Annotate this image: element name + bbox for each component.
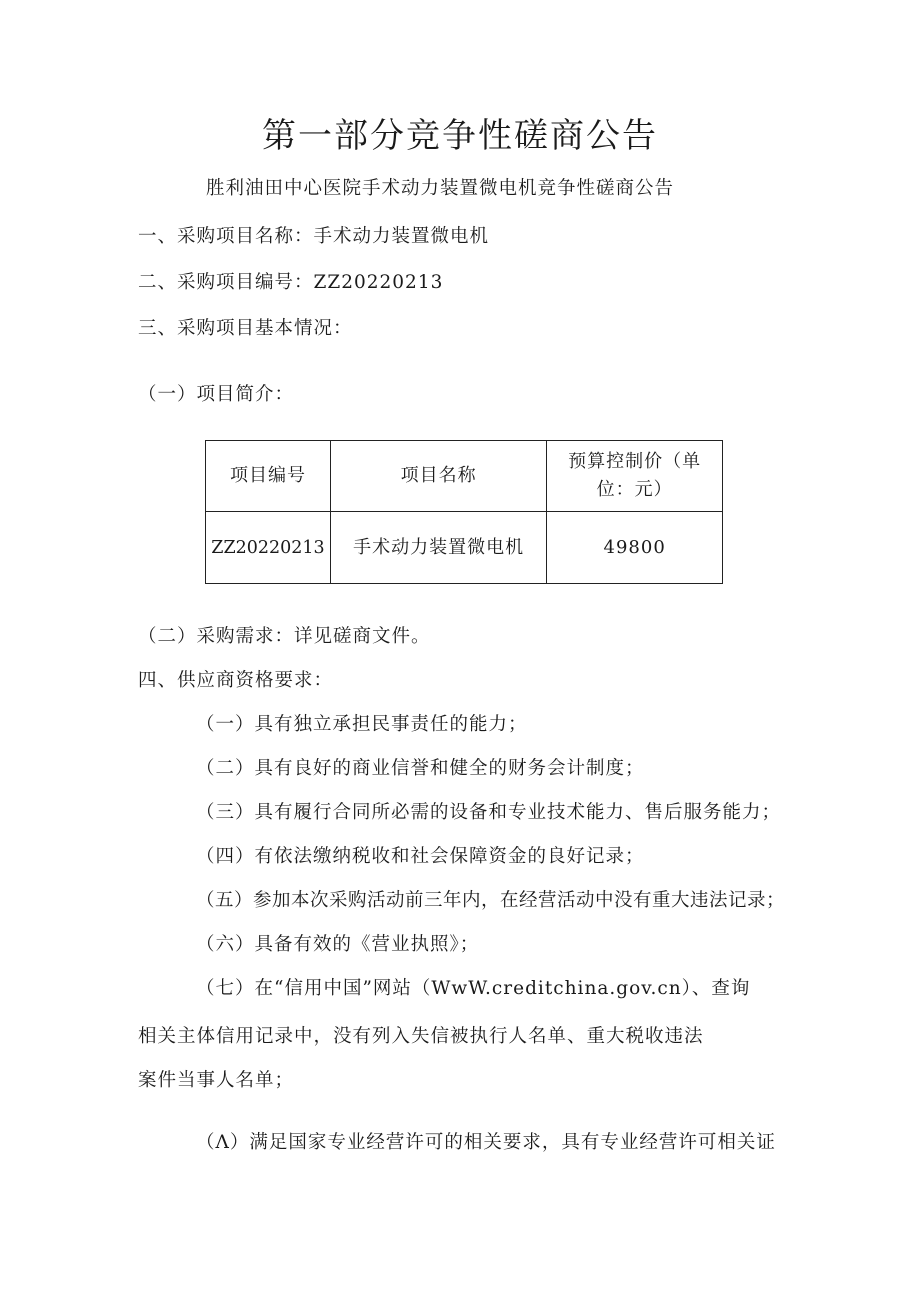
subsection-procurement-needs: （二）采购需求：详见磋商文件。 <box>138 626 431 647</box>
requirement-4: （四）有依法缴纳税收和社会保障资金的良好记录； <box>196 846 645 867</box>
header-project-number: 项目编号 <box>206 441 331 512</box>
announcement-subtitle: 胜利油田中心医院手术动力装置微电机竞争性磋商公告 <box>205 178 674 199</box>
project-table <box>205 440 723 584</box>
requirement-5: （五）参加本次采购活动前三年内，在经营活动中没有重大违法记录； <box>196 890 786 911</box>
section-project-name: 一、采购项目名称：手术动力装置微电机 <box>138 226 490 247</box>
requirement-7-continued: 相关主体信用记录中，没有列入失信被执行人名单、重大税收违法 <box>138 1026 704 1047</box>
header-budget: 预算控制价（单位：元） <box>547 441 723 512</box>
document-title: 第一部分竞争性磋商公告 <box>262 116 658 156</box>
section-project-number: 二、采购项目编号：ZZ20220213 <box>138 272 444 293</box>
cell-budget: 49800 <box>547 512 723 584</box>
requirement-6: （六）具备有效的《营业执照》； <box>196 934 480 955</box>
table-row <box>206 512 723 584</box>
requirement-8: （Λ）满足国家专业经营许可的相关要求，具有专业经营许可相关证 <box>196 1132 776 1153</box>
requirement-3: （三）具有履行合同所必需的设备和专业技术能力、售后服务能力； <box>196 802 782 823</box>
table-header-row <box>206 441 723 512</box>
requirement-7: （七）在“信用中国”网站（WwW.creditchina.gov.cn）、查询 <box>196 978 751 999</box>
cell-project-name: 手术动力装置微电机 <box>330 512 546 584</box>
section-project-basics: 三、采购项目基本情况： <box>138 318 353 339</box>
subsection-project-intro: （一）项目简介： <box>138 384 295 405</box>
requirement-1: （一）具有独立承担民事责任的能力； <box>196 714 528 735</box>
requirement-2: （二）具有良好的商业信誉和健全的财务会计制度； <box>196 758 645 779</box>
section-supplier-requirements: 四、供应商资格要求： <box>138 670 334 691</box>
header-project-name: 项目名称 <box>330 441 546 512</box>
cell-project-number: ZZ20220213 <box>206 512 331 584</box>
requirement-7-continued-2: 案件当事人名单； <box>138 1070 295 1091</box>
